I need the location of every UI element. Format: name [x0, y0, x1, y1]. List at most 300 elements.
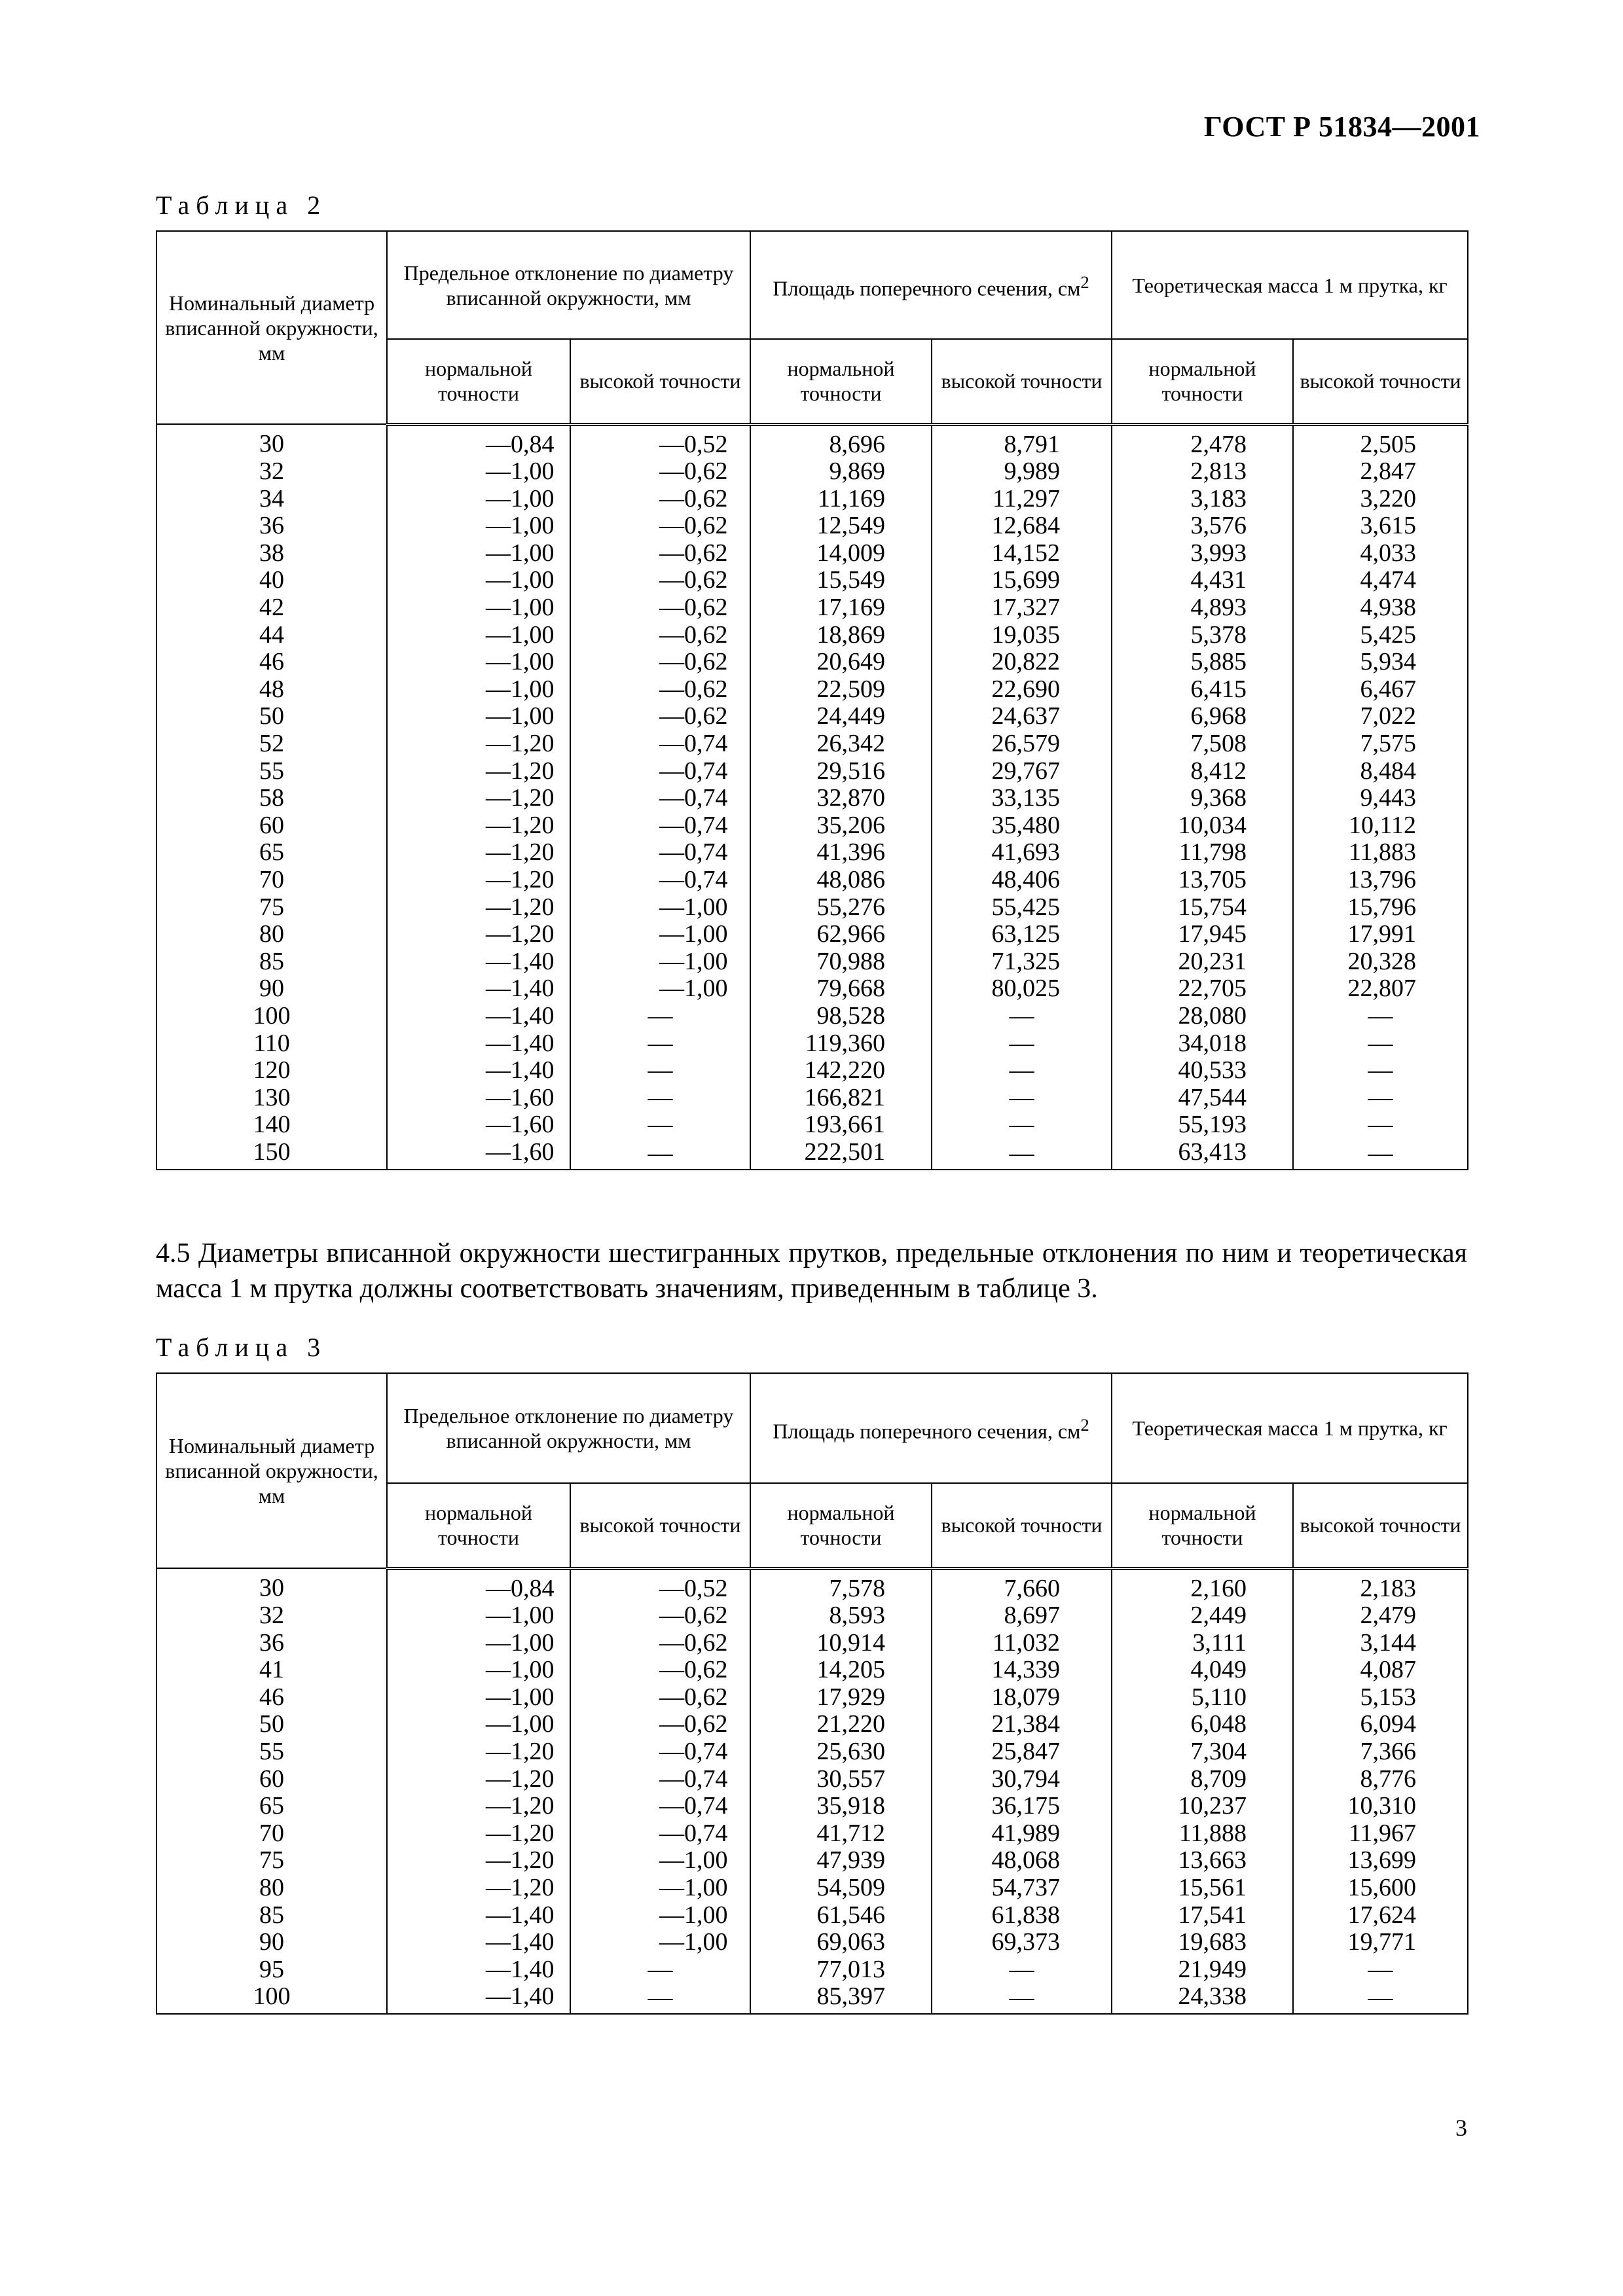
table-row — [156, 921, 1468, 948]
deviation-high-cell: —0,74 — [570, 785, 750, 812]
subheader-normal-mass: нормальной точности — [1112, 1483, 1293, 1568]
table-row — [156, 1630, 1468, 1657]
table-row — [156, 649, 1468, 676]
mass-high-cell: 4,033 — [1293, 540, 1468, 567]
deviation-high-cell: — — [570, 1956, 750, 1984]
area-high-cell: — — [932, 1956, 1112, 1984]
area-normal-cell: 85,397 — [750, 1983, 932, 2014]
deviation-high-cell: —1,00 — [570, 1902, 750, 1929]
subheader-normal-deviation: нормальной точности — [387, 339, 570, 424]
mass-normal-cell: 28,080 — [1112, 1003, 1293, 1030]
area-normal-cell: 20,649 — [750, 649, 932, 676]
area-high-cell: 20,822 — [932, 649, 1112, 676]
deviation-normal-cell: —1,40 — [387, 975, 570, 1003]
deviation-high-cell: — — [570, 1003, 750, 1030]
table-row — [156, 1111, 1468, 1139]
deviation-high-cell: —0,62 — [570, 649, 750, 676]
mass-high-cell: 19,771 — [1293, 1929, 1468, 1956]
nominal-diameter-cell: 48 — [156, 676, 387, 704]
header-area-superscript: 2 — [1080, 272, 1089, 292]
mass-high-cell: — — [1293, 1956, 1468, 1984]
mass-high-cell: 5,153 — [1293, 1684, 1468, 1712]
area-high-cell: 11,032 — [932, 1630, 1112, 1657]
deviation-high-cell: —0,74 — [570, 1793, 750, 1820]
area-high-cell: — — [932, 1139, 1112, 1170]
deviation-normal-cell: —1,40 — [387, 1030, 570, 1058]
area-normal-cell: 29,516 — [750, 758, 932, 785]
mass-high-cell: — — [1293, 1003, 1468, 1030]
mass-normal-cell: 7,304 — [1112, 1738, 1293, 1766]
area-normal-cell: 12,549 — [750, 512, 932, 540]
deviation-high-cell: —0,62 — [570, 486, 750, 513]
nominal-diameter-cell: 85 — [156, 1902, 387, 1929]
subheader-normal-deviation: нормальной точности — [387, 1483, 570, 1568]
mass-high-cell: 22,807 — [1293, 975, 1468, 1003]
deviation-high-cell: —0,62 — [570, 1657, 750, 1684]
area-high-cell: 54,737 — [932, 1874, 1112, 1902]
mass-normal-cell: 21,949 — [1112, 1956, 1293, 1984]
nominal-diameter-cell: 36 — [156, 512, 387, 540]
area-high-cell: 12,684 — [932, 512, 1112, 540]
deviation-normal-cell: —1,00 — [387, 594, 570, 622]
area-normal-cell: 47,939 — [750, 1847, 932, 1874]
table-row — [156, 622, 1468, 649]
mass-normal-cell: 15,561 — [1112, 1874, 1293, 1902]
area-high-cell: — — [932, 1085, 1112, 1112]
deviation-normal-cell: —1,00 — [387, 676, 570, 704]
table-row — [156, 867, 1468, 894]
area-normal-cell: 25,630 — [750, 1738, 932, 1766]
area-high-cell: 24,637 — [932, 703, 1112, 730]
mass-normal-cell: 6,415 — [1112, 676, 1293, 704]
table-3 — [156, 1372, 1468, 2015]
mass-high-cell: 2,505 — [1293, 424, 1468, 458]
nominal-diameter-cell: 85 — [156, 948, 387, 976]
deviation-normal-cell: —1,60 — [387, 1085, 570, 1112]
mass-high-cell: 7,022 — [1293, 703, 1468, 730]
nominal-diameter-cell: 90 — [156, 1929, 387, 1956]
table-row — [156, 1766, 1468, 1793]
deviation-normal-cell: —1,20 — [387, 921, 570, 948]
deviation-normal-cell: —1,00 — [387, 622, 570, 649]
table-2 — [156, 230, 1468, 1170]
deviation-normal-cell: —1,20 — [387, 867, 570, 894]
deviation-high-cell: —0,62 — [570, 1684, 750, 1712]
nominal-diameter-cell: 58 — [156, 785, 387, 812]
table-row — [156, 512, 1468, 540]
area-high-cell: 26,579 — [932, 730, 1112, 758]
table-row — [156, 1085, 1468, 1112]
deviation-normal-cell: —1,00 — [387, 1711, 570, 1738]
deviation-normal-cell: —1,00 — [387, 458, 570, 486]
area-normal-cell: 142,220 — [750, 1057, 932, 1085]
subheader-high-deviation: высокой точности — [570, 339, 750, 424]
area-normal-cell: 48,086 — [750, 867, 932, 894]
table-row — [156, 1929, 1468, 1956]
nominal-diameter-cell: 130 — [156, 1085, 387, 1112]
area-high-cell: — — [932, 1983, 1112, 2014]
mass-high-cell: 11,967 — [1293, 1820, 1468, 1848]
area-normal-cell: 22,509 — [750, 676, 932, 704]
area-normal-cell: 26,342 — [750, 730, 932, 758]
mass-high-cell: — — [1293, 1085, 1468, 1112]
deviation-normal-cell: —1,20 — [387, 1820, 570, 1848]
area-normal-cell: 98,528 — [750, 1003, 932, 1030]
deviation-high-cell: —0,52 — [570, 1568, 750, 1602]
deviation-normal-cell: —1,20 — [387, 812, 570, 840]
mass-high-cell: 2,183 — [1293, 1568, 1468, 1602]
header-mass: Теоретическая масса 1 м прутка, кг — [1112, 1373, 1468, 1483]
area-high-cell: 48,068 — [932, 1847, 1112, 1874]
table-row — [156, 424, 1468, 458]
area-normal-cell: 119,360 — [750, 1030, 932, 1058]
nominal-diameter-cell: 30 — [156, 424, 387, 458]
nominal-diameter-cell: 80 — [156, 921, 387, 948]
header-area-superscript: 2 — [1080, 1415, 1089, 1435]
area-high-cell: 29,767 — [932, 758, 1112, 785]
table-row — [156, 594, 1468, 622]
mass-high-cell: — — [1293, 1030, 1468, 1058]
header-area-text: Площадь поперечного сечения, см — [773, 276, 1081, 300]
deviation-normal-cell: —1,20 — [387, 1847, 570, 1874]
nominal-diameter-cell: 46 — [156, 649, 387, 676]
deviation-high-cell: —0,74 — [570, 1820, 750, 1848]
area-high-cell: — — [932, 1057, 1112, 1085]
mass-high-cell: 2,847 — [1293, 458, 1468, 486]
mass-high-cell: — — [1293, 1057, 1468, 1085]
header-mass: Теоретическая масса 1 м прутка, кг — [1112, 231, 1468, 339]
table-row — [156, 1568, 1468, 1602]
mass-normal-cell: 9,368 — [1112, 785, 1293, 812]
subheader-normal-area: нормальной точности — [750, 339, 932, 424]
mass-normal-cell: 11,798 — [1112, 839, 1293, 867]
mass-high-cell: 6,094 — [1293, 1711, 1468, 1738]
mass-normal-cell: 4,893 — [1112, 594, 1293, 622]
nominal-diameter-cell: 41 — [156, 1657, 387, 1684]
deviation-normal-cell: —1,60 — [387, 1111, 570, 1139]
mass-high-cell: 8,776 — [1293, 1766, 1468, 1793]
area-normal-cell: 10,914 — [750, 1630, 932, 1657]
area-high-cell: 21,384 — [932, 1711, 1112, 1738]
deviation-normal-cell: —1,40 — [387, 1929, 570, 1956]
area-high-cell: 11,297 — [932, 486, 1112, 513]
deviation-normal-cell: —1,20 — [387, 894, 570, 922]
area-high-cell: — — [932, 1030, 1112, 1058]
area-normal-cell: 9,869 — [750, 458, 932, 486]
table-row — [156, 1820, 1468, 1848]
table-row — [156, 567, 1468, 594]
area-normal-cell: 69,063 — [750, 1929, 932, 1956]
mass-high-cell: 5,425 — [1293, 622, 1468, 649]
area-normal-cell: 11,169 — [750, 486, 932, 513]
deviation-normal-cell: —0,84 — [387, 424, 570, 458]
nominal-diameter-cell: 65 — [156, 1793, 387, 1820]
mass-high-cell: 4,474 — [1293, 567, 1468, 594]
area-normal-cell: 62,966 — [750, 921, 932, 948]
deviation-high-cell: —1,00 — [570, 1847, 750, 1874]
area-normal-cell: 14,205 — [750, 1657, 932, 1684]
area-high-cell: 55,425 — [932, 894, 1112, 922]
mass-normal-cell: 7,508 — [1112, 730, 1293, 758]
subheader-high-mass: высокой точности — [1293, 339, 1468, 424]
table-row — [156, 1657, 1468, 1684]
mass-normal-cell: 10,237 — [1112, 1793, 1293, 1820]
deviation-high-cell: —0,62 — [570, 703, 750, 730]
nominal-diameter-cell: 70 — [156, 1820, 387, 1848]
mass-high-cell: 17,991 — [1293, 921, 1468, 948]
area-high-cell: — — [932, 1111, 1112, 1139]
area-normal-cell: 35,918 — [750, 1793, 932, 1820]
table-row — [156, 1057, 1468, 1085]
header-nominal-diameter: Номинальный диаметр вписанной окружности, мм — [156, 1373, 387, 1568]
table-row — [156, 1983, 1468, 2014]
deviation-high-cell: —0,74 — [570, 867, 750, 894]
deviation-normal-cell: —1,60 — [387, 1139, 570, 1170]
nominal-diameter-cell: 75 — [156, 894, 387, 922]
deviation-high-cell: —1,00 — [570, 1929, 750, 1956]
area-high-cell: 9,989 — [932, 458, 1112, 486]
deviation-normal-cell: —1,00 — [387, 540, 570, 567]
header-deviation: Предельное отклонение по диаметру вписанной окружности, мм — [387, 231, 750, 339]
nominal-diameter-cell: 55 — [156, 758, 387, 785]
area-normal-cell: 54,509 — [750, 1874, 932, 1902]
mass-high-cell: — — [1293, 1111, 1468, 1139]
deviation-normal-cell: —1,20 — [387, 1874, 570, 1902]
deviation-high-cell: —0,62 — [570, 622, 750, 649]
subheader-normal-area: нормальной точности — [750, 1483, 932, 1568]
nominal-diameter-cell: 40 — [156, 567, 387, 594]
area-normal-cell: 55,276 — [750, 894, 932, 922]
mass-normal-cell: 3,993 — [1112, 540, 1293, 567]
mass-normal-cell: 3,111 — [1112, 1630, 1293, 1657]
deviation-high-cell: — — [570, 1030, 750, 1058]
area-normal-cell: 41,712 — [750, 1820, 932, 1848]
mass-normal-cell: 11,888 — [1112, 1820, 1293, 1848]
deviation-normal-cell: —1,20 — [387, 1766, 570, 1793]
mass-normal-cell: 13,663 — [1112, 1847, 1293, 1874]
nominal-diameter-cell: 140 — [156, 1111, 387, 1139]
mass-normal-cell: 34,018 — [1112, 1030, 1293, 1058]
mass-normal-cell: 2,478 — [1112, 424, 1293, 458]
mass-high-cell: 15,600 — [1293, 1874, 1468, 1902]
mass-high-cell: 17,624 — [1293, 1902, 1468, 1929]
mass-normal-cell: 22,705 — [1112, 975, 1293, 1003]
deviation-normal-cell: —1,20 — [387, 1793, 570, 1820]
deviation-normal-cell: —1,40 — [387, 1057, 570, 1085]
mass-high-cell: 7,366 — [1293, 1738, 1468, 1766]
deviation-high-cell: —0,62 — [570, 567, 750, 594]
deviation-high-cell: — — [570, 1111, 750, 1139]
header-area-text: Площадь поперечного сечения, см — [773, 1419, 1081, 1443]
mass-normal-cell: 2,160 — [1112, 1568, 1293, 1602]
mass-normal-cell: 19,683 — [1112, 1929, 1293, 1956]
nominal-diameter-cell: 50 — [156, 703, 387, 730]
header-nominal-diameter: Номинальный диаметр вписанной окружности, мм — [156, 231, 387, 424]
deviation-normal-cell: —1,00 — [387, 703, 570, 730]
deviation-high-cell: —0,62 — [570, 512, 750, 540]
mass-high-cell: 2,479 — [1293, 1602, 1468, 1630]
nominal-diameter-cell: 34 — [156, 486, 387, 513]
mass-high-cell: 13,699 — [1293, 1847, 1468, 1874]
table-row — [156, 1139, 1468, 1170]
deviation-normal-cell: —1,40 — [387, 1983, 570, 2014]
mass-normal-cell: 4,049 — [1112, 1657, 1293, 1684]
deviation-high-cell: — — [570, 1139, 750, 1170]
mass-high-cell: — — [1293, 1983, 1468, 2014]
area-normal-cell: 70,988 — [750, 948, 932, 976]
nominal-diameter-cell: 38 — [156, 540, 387, 567]
area-high-cell: 25,847 — [932, 1738, 1112, 1766]
nominal-diameter-cell: 95 — [156, 1956, 387, 1984]
table-row — [156, 1874, 1468, 1902]
table-row — [156, 1956, 1468, 1984]
deviation-normal-cell: —1,20 — [387, 758, 570, 785]
mass-high-cell: 6,467 — [1293, 676, 1468, 704]
nominal-diameter-cell: 32 — [156, 458, 387, 486]
document-code: ГОСТ Р 51834—2001 — [1203, 111, 1480, 143]
deviation-normal-cell: —1,00 — [387, 486, 570, 513]
page-number: 3 — [1455, 2115, 1467, 2141]
mass-high-cell: 8,484 — [1293, 758, 1468, 785]
table-row — [156, 894, 1468, 922]
deviation-high-cell: —1,00 — [570, 921, 750, 948]
mass-high-cell: 15,796 — [1293, 894, 1468, 922]
area-normal-cell: 8,696 — [750, 424, 932, 458]
mass-high-cell: 13,796 — [1293, 867, 1468, 894]
deviation-high-cell: —0,74 — [570, 758, 750, 785]
mass-normal-cell: 8,412 — [1112, 758, 1293, 785]
nominal-diameter-cell: 120 — [156, 1057, 387, 1085]
header-area — [750, 231, 1112, 339]
deviation-normal-cell: —1,40 — [387, 948, 570, 976]
mass-high-cell: 4,087 — [1293, 1657, 1468, 1684]
deviation-high-cell: —0,62 — [570, 1602, 750, 1630]
deviation-high-cell: —0,62 — [570, 540, 750, 567]
mass-normal-cell: 5,885 — [1112, 649, 1293, 676]
area-normal-cell: 15,549 — [750, 567, 932, 594]
mass-normal-cell: 24,338 — [1112, 1983, 1293, 2014]
nominal-diameter-cell: 90 — [156, 975, 387, 1003]
nominal-diameter-cell: 65 — [156, 839, 387, 867]
mass-normal-cell: 4,431 — [1112, 567, 1293, 594]
nominal-diameter-cell: 44 — [156, 622, 387, 649]
deviation-high-cell: — — [570, 1085, 750, 1112]
area-high-cell: 30,794 — [932, 1766, 1112, 1793]
mass-normal-cell: 55,193 — [1112, 1111, 1293, 1139]
deviation-normal-cell: —1,00 — [387, 1630, 570, 1657]
table-3-caption: Таблица 3 — [156, 1333, 327, 1362]
table-row — [156, 1711, 1468, 1738]
nominal-diameter-cell: 32 — [156, 1602, 387, 1630]
nominal-diameter-cell: 70 — [156, 867, 387, 894]
table-row — [156, 1003, 1468, 1030]
mass-normal-cell: 47,544 — [1112, 1085, 1293, 1112]
area-high-cell: 41,989 — [932, 1820, 1112, 1848]
table-row — [156, 703, 1468, 730]
mass-high-cell: 20,328 — [1293, 948, 1468, 976]
mass-normal-cell: 40,533 — [1112, 1057, 1293, 1085]
area-high-cell: 63,125 — [932, 921, 1112, 948]
area-high-cell: 80,025 — [932, 975, 1112, 1003]
deviation-normal-cell: —1,20 — [387, 1738, 570, 1766]
deviation-normal-cell: —1,40 — [387, 1003, 570, 1030]
mass-normal-cell: 5,378 — [1112, 622, 1293, 649]
area-high-cell: 22,690 — [932, 676, 1112, 704]
mass-normal-cell: 6,968 — [1112, 703, 1293, 730]
area-normal-cell: 41,396 — [750, 839, 932, 867]
table-row — [156, 758, 1468, 785]
area-high-cell: 41,693 — [932, 839, 1112, 867]
area-normal-cell: 35,206 — [750, 812, 932, 840]
mass-high-cell: 3,220 — [1293, 486, 1468, 513]
deviation-high-cell: —1,00 — [570, 948, 750, 976]
table-row — [156, 486, 1468, 513]
table-row — [156, 975, 1468, 1003]
table-row — [156, 1847, 1468, 1874]
mass-normal-cell: 10,034 — [1112, 812, 1293, 840]
nominal-diameter-cell: 80 — [156, 1874, 387, 1902]
deviation-normal-cell: —1,40 — [387, 1956, 570, 1984]
area-normal-cell: 77,013 — [750, 1956, 932, 1984]
deviation-high-cell: —0,74 — [570, 812, 750, 840]
table-row — [156, 785, 1468, 812]
mass-normal-cell: 17,945 — [1112, 921, 1293, 948]
nominal-diameter-cell: 60 — [156, 1766, 387, 1793]
nominal-diameter-cell: 75 — [156, 1847, 387, 1874]
subheader-normal-mass: нормальной точности — [1112, 339, 1293, 424]
mass-high-cell: 10,310 — [1293, 1793, 1468, 1820]
mass-normal-cell: 3,576 — [1112, 512, 1293, 540]
deviation-high-cell: —0,74 — [570, 730, 750, 758]
nominal-diameter-cell: 100 — [156, 1983, 387, 2014]
area-high-cell: 18,079 — [932, 1684, 1112, 1712]
deviation-high-cell: —1,00 — [570, 894, 750, 922]
table-row — [156, 458, 1468, 486]
table-row — [156, 1684, 1468, 1712]
area-normal-cell: 7,578 — [750, 1568, 932, 1602]
deviation-normal-cell: —1,00 — [387, 1602, 570, 1630]
mass-normal-cell: 2,449 — [1112, 1602, 1293, 1630]
deviation-high-cell: —0,62 — [570, 1711, 750, 1738]
area-normal-cell: 30,557 — [750, 1766, 932, 1793]
deviation-normal-cell: —1,00 — [387, 567, 570, 594]
nominal-diameter-cell: 42 — [156, 594, 387, 622]
table-row — [156, 948, 1468, 976]
area-high-cell: — — [932, 1003, 1112, 1030]
mass-high-cell: 3,144 — [1293, 1630, 1468, 1657]
area-high-cell: 7,660 — [932, 1568, 1112, 1602]
deviation-normal-cell: —1,00 — [387, 512, 570, 540]
deviation-normal-cell: —0,84 — [387, 1568, 570, 1602]
deviation-normal-cell: —1,20 — [387, 839, 570, 867]
mass-normal-cell: 17,541 — [1112, 1902, 1293, 1929]
deviation-high-cell: —0,52 — [570, 424, 750, 458]
area-high-cell: 61,838 — [932, 1902, 1112, 1929]
deviation-high-cell: —0,74 — [570, 839, 750, 867]
area-high-cell: 15,699 — [932, 567, 1112, 594]
area-normal-cell: 193,661 — [750, 1111, 932, 1139]
mass-normal-cell: 8,709 — [1112, 1766, 1293, 1793]
mass-normal-cell: 13,705 — [1112, 867, 1293, 894]
area-normal-cell: 17,169 — [750, 594, 932, 622]
area-normal-cell: 61,546 — [750, 1902, 932, 1929]
deviation-high-cell: —0,62 — [570, 1630, 750, 1657]
nominal-diameter-cell: 100 — [156, 1003, 387, 1030]
header-area — [750, 1373, 1112, 1483]
nominal-diameter-cell: 110 — [156, 1030, 387, 1058]
header-deviation: Предельное отклонение по диаметру вписанной окружности, мм — [387, 1373, 750, 1483]
nominal-diameter-cell: 60 — [156, 812, 387, 840]
